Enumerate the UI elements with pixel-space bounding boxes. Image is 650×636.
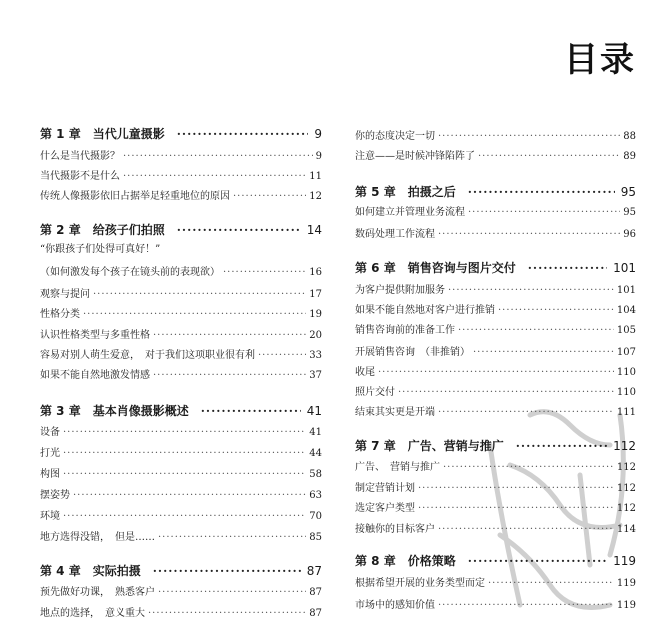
page-number: 105 bbox=[616, 325, 636, 336]
page-number: 110 bbox=[616, 367, 636, 378]
entry-title: 观察与提问 bbox=[40, 289, 90, 300]
dot-leader bbox=[63, 511, 306, 522]
dot-leader bbox=[448, 285, 614, 296]
page-number: 112 bbox=[616, 462, 636, 473]
page-title: 目录 bbox=[564, 40, 636, 80]
entry-title: 什么是当代摄影？ bbox=[40, 151, 120, 162]
toc-entry[interactable] bbox=[40, 604, 322, 622]
page-number: 87 bbox=[309, 587, 322, 598]
dot-leader bbox=[468, 185, 615, 199]
dot-leader bbox=[378, 367, 614, 378]
page-number: 119 bbox=[613, 554, 636, 568]
toc-entry[interactable] bbox=[40, 583, 322, 601]
toc-chapter-heading[interactable] bbox=[355, 437, 636, 455]
entry-title: 根据希望开展的业务类型而定 bbox=[355, 578, 485, 589]
dot-leader bbox=[438, 229, 620, 240]
page-number: 44 bbox=[309, 448, 322, 459]
entry-title: 构图 bbox=[40, 469, 60, 480]
entry-title: 注意——是时候冲锋陷阵了 bbox=[355, 151, 475, 162]
entry-title: 结束其实更是开端 bbox=[355, 407, 435, 418]
page-number: 12 bbox=[309, 191, 322, 202]
entry-title: 容易对别人萌生爱意， 对于我们这项职业很有利 bbox=[40, 350, 255, 361]
entry-title: 你的态度决定一切 bbox=[355, 131, 435, 142]
toc-entry[interactable] bbox=[40, 346, 322, 364]
dot-leader bbox=[177, 223, 301, 237]
toc-entry[interactable] bbox=[355, 147, 636, 165]
entry-title: 数码处理工作流程 bbox=[355, 229, 435, 240]
page-number: 88 bbox=[623, 131, 636, 142]
entry-title: 收尾 bbox=[355, 367, 375, 378]
toc-entry[interactable] bbox=[355, 127, 636, 145]
entry-title: 性格分类 bbox=[40, 309, 80, 320]
page-number: 63 bbox=[309, 490, 322, 501]
dot-leader bbox=[258, 350, 306, 361]
page-number: 96 bbox=[623, 229, 636, 240]
dot-leader bbox=[528, 261, 607, 275]
toc-entry[interactable] bbox=[40, 326, 322, 344]
dot-leader bbox=[73, 490, 306, 501]
entry-title: 认识性格类型与多重性格 bbox=[40, 330, 150, 341]
dot-leader bbox=[153, 370, 306, 381]
chapter-title: 第 2 章 给孩子们拍照 bbox=[40, 223, 165, 237]
entry-title: 接触你的目标客户 bbox=[355, 524, 435, 535]
entry-title: 打光 bbox=[40, 448, 60, 459]
chapter-title: 第 3 章 基本肖像摄影概述 bbox=[40, 404, 189, 418]
toc-entry[interactable] bbox=[355, 499, 636, 517]
page-number: 9 bbox=[314, 127, 322, 141]
entry-title: 地方选得没错， 但是…… bbox=[40, 532, 155, 543]
toc-entry[interactable] bbox=[40, 167, 322, 185]
chapter-title: 第 4 章 实际拍摄 bbox=[40, 564, 141, 578]
dot-leader bbox=[418, 483, 614, 494]
entry-title: 销售咨询前的准备工作 bbox=[355, 325, 455, 336]
toc-entry[interactable] bbox=[40, 486, 322, 504]
entry-title: 如果不能自然地对客户进行推销 bbox=[355, 305, 495, 316]
dot-leader bbox=[468, 207, 620, 218]
page-number: 20 bbox=[309, 330, 322, 341]
entry-title: 设备 bbox=[40, 427, 60, 438]
entry-title: 制定营销计划 bbox=[355, 483, 415, 494]
dot-leader bbox=[63, 427, 306, 438]
chapter-title: 第 8 章 价格策略 bbox=[355, 554, 456, 568]
dot-leader bbox=[468, 554, 607, 568]
chapter-title: 第 7 章 广告、营销与推广 bbox=[355, 439, 504, 453]
dot-leader bbox=[83, 309, 306, 320]
toc-entry[interactable] bbox=[355, 301, 636, 319]
dot-leader bbox=[177, 127, 309, 141]
toc-entry[interactable] bbox=[355, 225, 636, 243]
toc-entry[interactable] bbox=[40, 240, 322, 258]
dot-leader bbox=[473, 347, 614, 358]
entry-title: 开展销售咨询 （非推销） bbox=[355, 347, 470, 358]
dot-leader bbox=[516, 439, 607, 453]
toc-entry[interactable] bbox=[355, 596, 636, 614]
entry-title: （如何激发每个孩子在镜头前的表现欲） bbox=[40, 267, 220, 278]
entry-title: 如何建立并管理业务流程 bbox=[355, 207, 465, 218]
dot-leader bbox=[398, 387, 614, 398]
toc-entry[interactable] bbox=[355, 343, 636, 361]
dot-leader bbox=[438, 131, 620, 142]
page-number: 87 bbox=[309, 608, 322, 619]
dot-leader bbox=[123, 151, 313, 162]
entry-title: 摆姿势 bbox=[40, 490, 70, 501]
page-number: 41 bbox=[309, 427, 322, 438]
page-number: 33 bbox=[309, 350, 322, 361]
toc-entry[interactable] bbox=[355, 458, 636, 476]
page-number: 16 bbox=[309, 267, 322, 278]
dot-leader bbox=[458, 325, 614, 336]
chapter-title: 第 5 章 拍摄之后 bbox=[355, 185, 456, 199]
page-number: 111 bbox=[616, 407, 636, 418]
page-number: 9 bbox=[315, 151, 322, 162]
dot-leader bbox=[123, 171, 306, 182]
entry-title: 选定客户类型 bbox=[355, 503, 415, 514]
toc-entry[interactable] bbox=[40, 366, 322, 384]
toc-entry[interactable] bbox=[355, 363, 636, 381]
page-number: 11 bbox=[309, 171, 322, 182]
page-number: 85 bbox=[309, 532, 322, 543]
page-number: 119 bbox=[616, 600, 636, 611]
dot-leader bbox=[498, 305, 614, 316]
dot-leader bbox=[93, 289, 306, 300]
toc-entry[interactable] bbox=[40, 465, 322, 483]
entry-title: 广告、 营销与推广 bbox=[355, 462, 440, 473]
page-number: 95 bbox=[620, 185, 636, 199]
toc-entry[interactable] bbox=[40, 147, 322, 165]
entry-title: 当代摄影不是什么 bbox=[40, 171, 120, 182]
dot-leader bbox=[223, 267, 306, 278]
page-number: 41 bbox=[306, 404, 322, 418]
toc-entry[interactable] bbox=[40, 305, 322, 323]
toc-chapter-heading[interactable] bbox=[40, 402, 322, 420]
toc-chapter-heading[interactable] bbox=[355, 183, 636, 201]
toc-entry[interactable] bbox=[355, 203, 636, 221]
page-number: 17 bbox=[309, 289, 322, 300]
page-number: 112 bbox=[616, 503, 636, 514]
dot-leader bbox=[63, 448, 306, 459]
toc-chapter-heading[interactable] bbox=[40, 221, 322, 239]
dot-leader bbox=[438, 407, 614, 418]
page-number: 101 bbox=[613, 261, 636, 275]
page-number: 89 bbox=[623, 151, 636, 162]
dot-leader bbox=[478, 151, 620, 162]
chapter-title: 第 6 章 销售咨询与图片交付 bbox=[355, 261, 516, 275]
page-number: 112 bbox=[616, 483, 636, 494]
dot-leader bbox=[443, 462, 614, 473]
entry-title: 地点的选择， 意义重大 bbox=[40, 608, 145, 619]
dot-leader bbox=[153, 564, 301, 578]
toc-entry[interactable] bbox=[355, 520, 636, 538]
toc-entry[interactable] bbox=[355, 281, 636, 299]
page-number: 87 bbox=[306, 564, 322, 578]
entry-title: 环境 bbox=[40, 511, 60, 522]
toc-entry[interactable] bbox=[40, 263, 322, 281]
page-number: 101 bbox=[616, 285, 636, 296]
dot-leader bbox=[233, 191, 306, 202]
toc-entry[interactable] bbox=[355, 383, 636, 401]
toc-entry[interactable] bbox=[355, 479, 636, 497]
toc-entry[interactable] bbox=[355, 321, 636, 339]
toc-entry[interactable] bbox=[40, 187, 322, 205]
dot-leader bbox=[418, 503, 614, 514]
dot-leader bbox=[201, 404, 301, 418]
dot-leader bbox=[158, 587, 306, 598]
toc-chapter-heading[interactable] bbox=[40, 562, 322, 580]
entry-title: 传统人像摄影依旧占据举足轻重地位的原因 bbox=[40, 191, 230, 202]
page-number: 114 bbox=[616, 524, 636, 535]
page-number: 112 bbox=[613, 439, 636, 453]
dot-leader bbox=[438, 524, 614, 535]
dot-leader bbox=[158, 532, 306, 543]
entry-title: 市场中的感知价值 bbox=[355, 600, 435, 611]
entry-title: 照片交付 bbox=[355, 387, 395, 398]
page-number: 95 bbox=[623, 207, 636, 218]
toc-entry[interactable] bbox=[40, 285, 322, 303]
dot-leader bbox=[148, 608, 306, 619]
chapter-title: 第 1 章 当代儿童摄影 bbox=[40, 127, 165, 141]
page-number: 14 bbox=[306, 223, 322, 237]
toc-chapter-heading[interactable] bbox=[40, 125, 322, 143]
toc-entry[interactable] bbox=[355, 403, 636, 421]
toc-chapter-heading[interactable] bbox=[355, 552, 636, 570]
page-number: 19 bbox=[309, 309, 322, 320]
dot-leader bbox=[63, 469, 306, 480]
page-number: 58 bbox=[309, 469, 322, 480]
page-number: 119 bbox=[616, 578, 636, 589]
entry-title: 预先做好功课， 熟悉客户 bbox=[40, 587, 155, 598]
page-number: 110 bbox=[616, 387, 636, 398]
dot-leader bbox=[438, 600, 614, 611]
entry-title: 为客户提供附加服务 bbox=[355, 285, 445, 296]
page-number: 104 bbox=[616, 305, 636, 316]
entry-title: 如果不能自然地激发情感 bbox=[40, 370, 150, 381]
dot-leader bbox=[488, 578, 614, 589]
page-number: 70 bbox=[309, 511, 322, 522]
toc-entry[interactable] bbox=[40, 507, 322, 525]
toc-entry[interactable] bbox=[355, 574, 636, 592]
page-number: 107 bbox=[616, 347, 636, 358]
dot-leader bbox=[153, 330, 306, 341]
toc-entry[interactable] bbox=[40, 528, 322, 546]
toc-entry[interactable] bbox=[40, 423, 322, 441]
entry-title: “你跟孩子们处得可真好！” bbox=[40, 244, 161, 255]
toc-entry[interactable] bbox=[40, 444, 322, 462]
toc-chapter-heading[interactable] bbox=[355, 259, 636, 277]
page-number: 37 bbox=[309, 370, 322, 381]
